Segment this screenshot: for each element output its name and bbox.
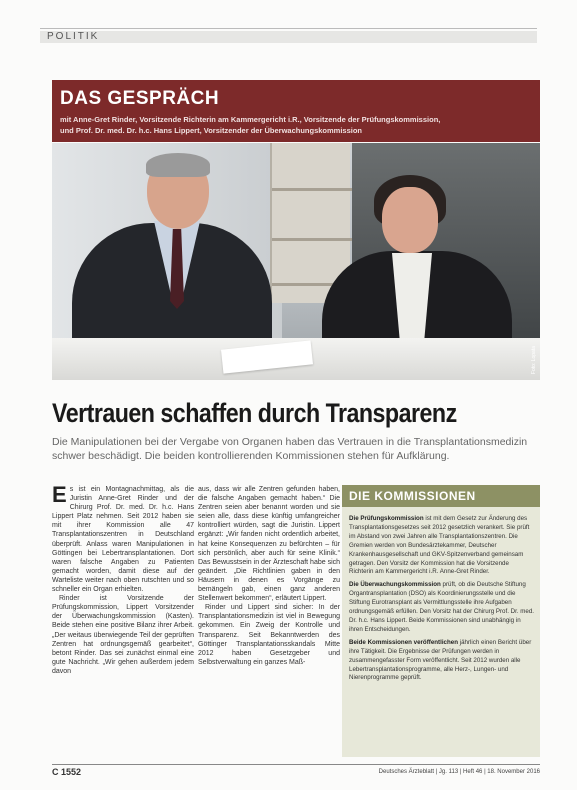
commissions-sidebar [342, 485, 540, 757]
sidebar-title: DIE KOMMISSIONEN [349, 489, 476, 503]
sidebar-header [342, 485, 540, 507]
article-paragraph: Rinder ist Vorsitzende der Prüfungskommission, Lippert Vorsitzender der Überwachungskommission (Kasten). Beide stehen eine positive Bilanz ihrer Arbeit. „Der weitaus überwiegende Teil der geprüften Zentren hat ordnungsgemäß gearbeitet“, betont Rinder. Das sei zunächst einmal eine gute Nachricht. „Wir gehen außerdem jedem davon [52, 595, 194, 675]
man-hair [146, 153, 210, 177]
woman-head [382, 187, 438, 253]
interview-header [52, 80, 540, 142]
article-paragraph: Rinder und Lippert sind sicher: In der Transplantationsmedizin ist viel in Bewegung gekommen. Ein Zweig der Kontrolle und Transparenz. Seit Bekanntwerden des Göttinger Transplantationsskandals Mitte 2012 haben Gesetzgeber und Selbstverwaltung ein ganzes Maß- [198, 604, 340, 666]
page-number: C 1552 [52, 767, 82, 777]
article-paragraph-text: s ist ein Montagnachmittag, als die Juristin Anne-Gret Rinder und der Chirurg Prof. Dr. med. Dr. h.c. Hans Lippert Platz nehmen. Seit 2012 haben sie mit ihrer Kommission alle 47 Transplantationszentren in Deutschland überprüft. Anlass waren Manipulationen in Göttingen bei Lebertransplantationen. Dort waren falsche Angaben zu Patienten gemacht worden, damit diese auf der Warteliste weiter nach oben rutschten und so schneller ein Organ erhielten. [52, 486, 194, 594]
article-lead: Die Manipulationen bei der Vergabe von Organen haben das Vertrauen in die Transplantationsmedizin schwer beschädigt. Die beiden kontrollierenden Kommissionen stehen für Aufklärung. [52, 436, 528, 462]
photo-credit: Foto: Lopata [531, 345, 537, 374]
article-column-1 [52, 482, 194, 676]
sidebar-paragraph [349, 639, 535, 684]
interview-subtitle-line-2: und Prof. Dr. med. Dr. h.c. Hans Lippert, Vorsitzender der Überwachungskommission [60, 126, 363, 135]
interview-title: DAS GESPRÄCH [60, 88, 220, 109]
sidebar-paragraph-text: ist mit dem Gesetz zur Änderung des Transplantationsgesetzes seit 2012 gesetzlich verankert. Sie prüft im Abstand von zwei Jahren alle Transplantationszentren. Die Gremien werden von Bundesärztekammer, Deutscher Krankenhausgesellschaft und GKV-Spitzenverband gemeinsam getragen. Den Vorsitz der Kommission hat die Vorsitzende Richterin am Kammergericht i.R. Anne-Gret Rinder. [349, 515, 530, 576]
sidebar-paragraph-text: jährlich einen Bericht über ihre Tätigkeit. Die Ergebnisse der Prüfungen werden in zusammengefasster Form veröffentlicht. Seit 2012 wurden alle Lebertransplantationsprogramme, alle Herz-, Lungen- und Nierenprogramme geprüft. [349, 638, 532, 682]
top-rule [40, 28, 537, 29]
sidebar-paragraph-text: prüft, ob die Deutsche Stiftung Organtransplantation (DSO) als Koordinierungsstelle und die Stiftung Eurotransplant als Vermittlungsstelle ihre Aufgaben ordnungsgemäß erfüllen. Den Vorsitz hat der Chirurg Prof. Dr. med. Dr. h.c. Hans Lippert. Beide Kommissionen sind unabhängig in ihren Entscheidungen. [349, 581, 535, 633]
article-paragraph [52, 482, 194, 594]
interview-subtitle-line-1: mit Anne-Gret Rinder, Vorsitzende Richterin am Kammergericht i.R., Vorsitzende der Prüfungskommission, [60, 115, 441, 124]
sidebar-paragraph-lead: Die Überwachungskommission [349, 581, 441, 589]
sidebar-body [349, 515, 535, 687]
article-headline: Vertrauen schaffen durch Transparenz [52, 398, 457, 428]
section-label: POLITIK [47, 31, 100, 42]
sidebar-paragraph-lead: Beide Kommissionen veröffentlichen [349, 638, 458, 646]
sidebar-paragraph [349, 515, 535, 577]
article-paragraph: aus, dass wir alle Zentren gefunden haben, die falsche Angaben gemacht haben.“ Die Zentren seien aber benannt worden und sie seien alle, dass diese künftig umfangreicher kontrolliert würden, sagt die Juristin. Lippert ergänzt: „Wir fanden nicht ordentlich arbeitet, hat keine Konsequenzen zu befürchten – für sich persönlich, aber auch für seine Klinik.“ Das Bewusstsein in der Ärzteschaft habe sich geändert. „Die Richtlinien gaben in den Häusern in denen es Vorgänge zu bemängeln gab, einen ganz anderen Stellenwert bekommen“, erläutert Lippert. [198, 486, 341, 603]
article-column-2 [198, 485, 340, 667]
interview-subtitle [60, 114, 536, 136]
section-band [40, 31, 537, 43]
interview-photo [52, 143, 540, 380]
sidebar-paragraph-lead: Die Prüfungskommission [349, 515, 424, 522]
drop-cap: E [52, 482, 67, 507]
publication-info: Deutsches Ärzteblatt | Jg. 113 | Heft 46 | 18. November 2016 [378, 769, 540, 775]
sidebar-paragraph [349, 581, 535, 634]
footer-rule [52, 764, 540, 765]
